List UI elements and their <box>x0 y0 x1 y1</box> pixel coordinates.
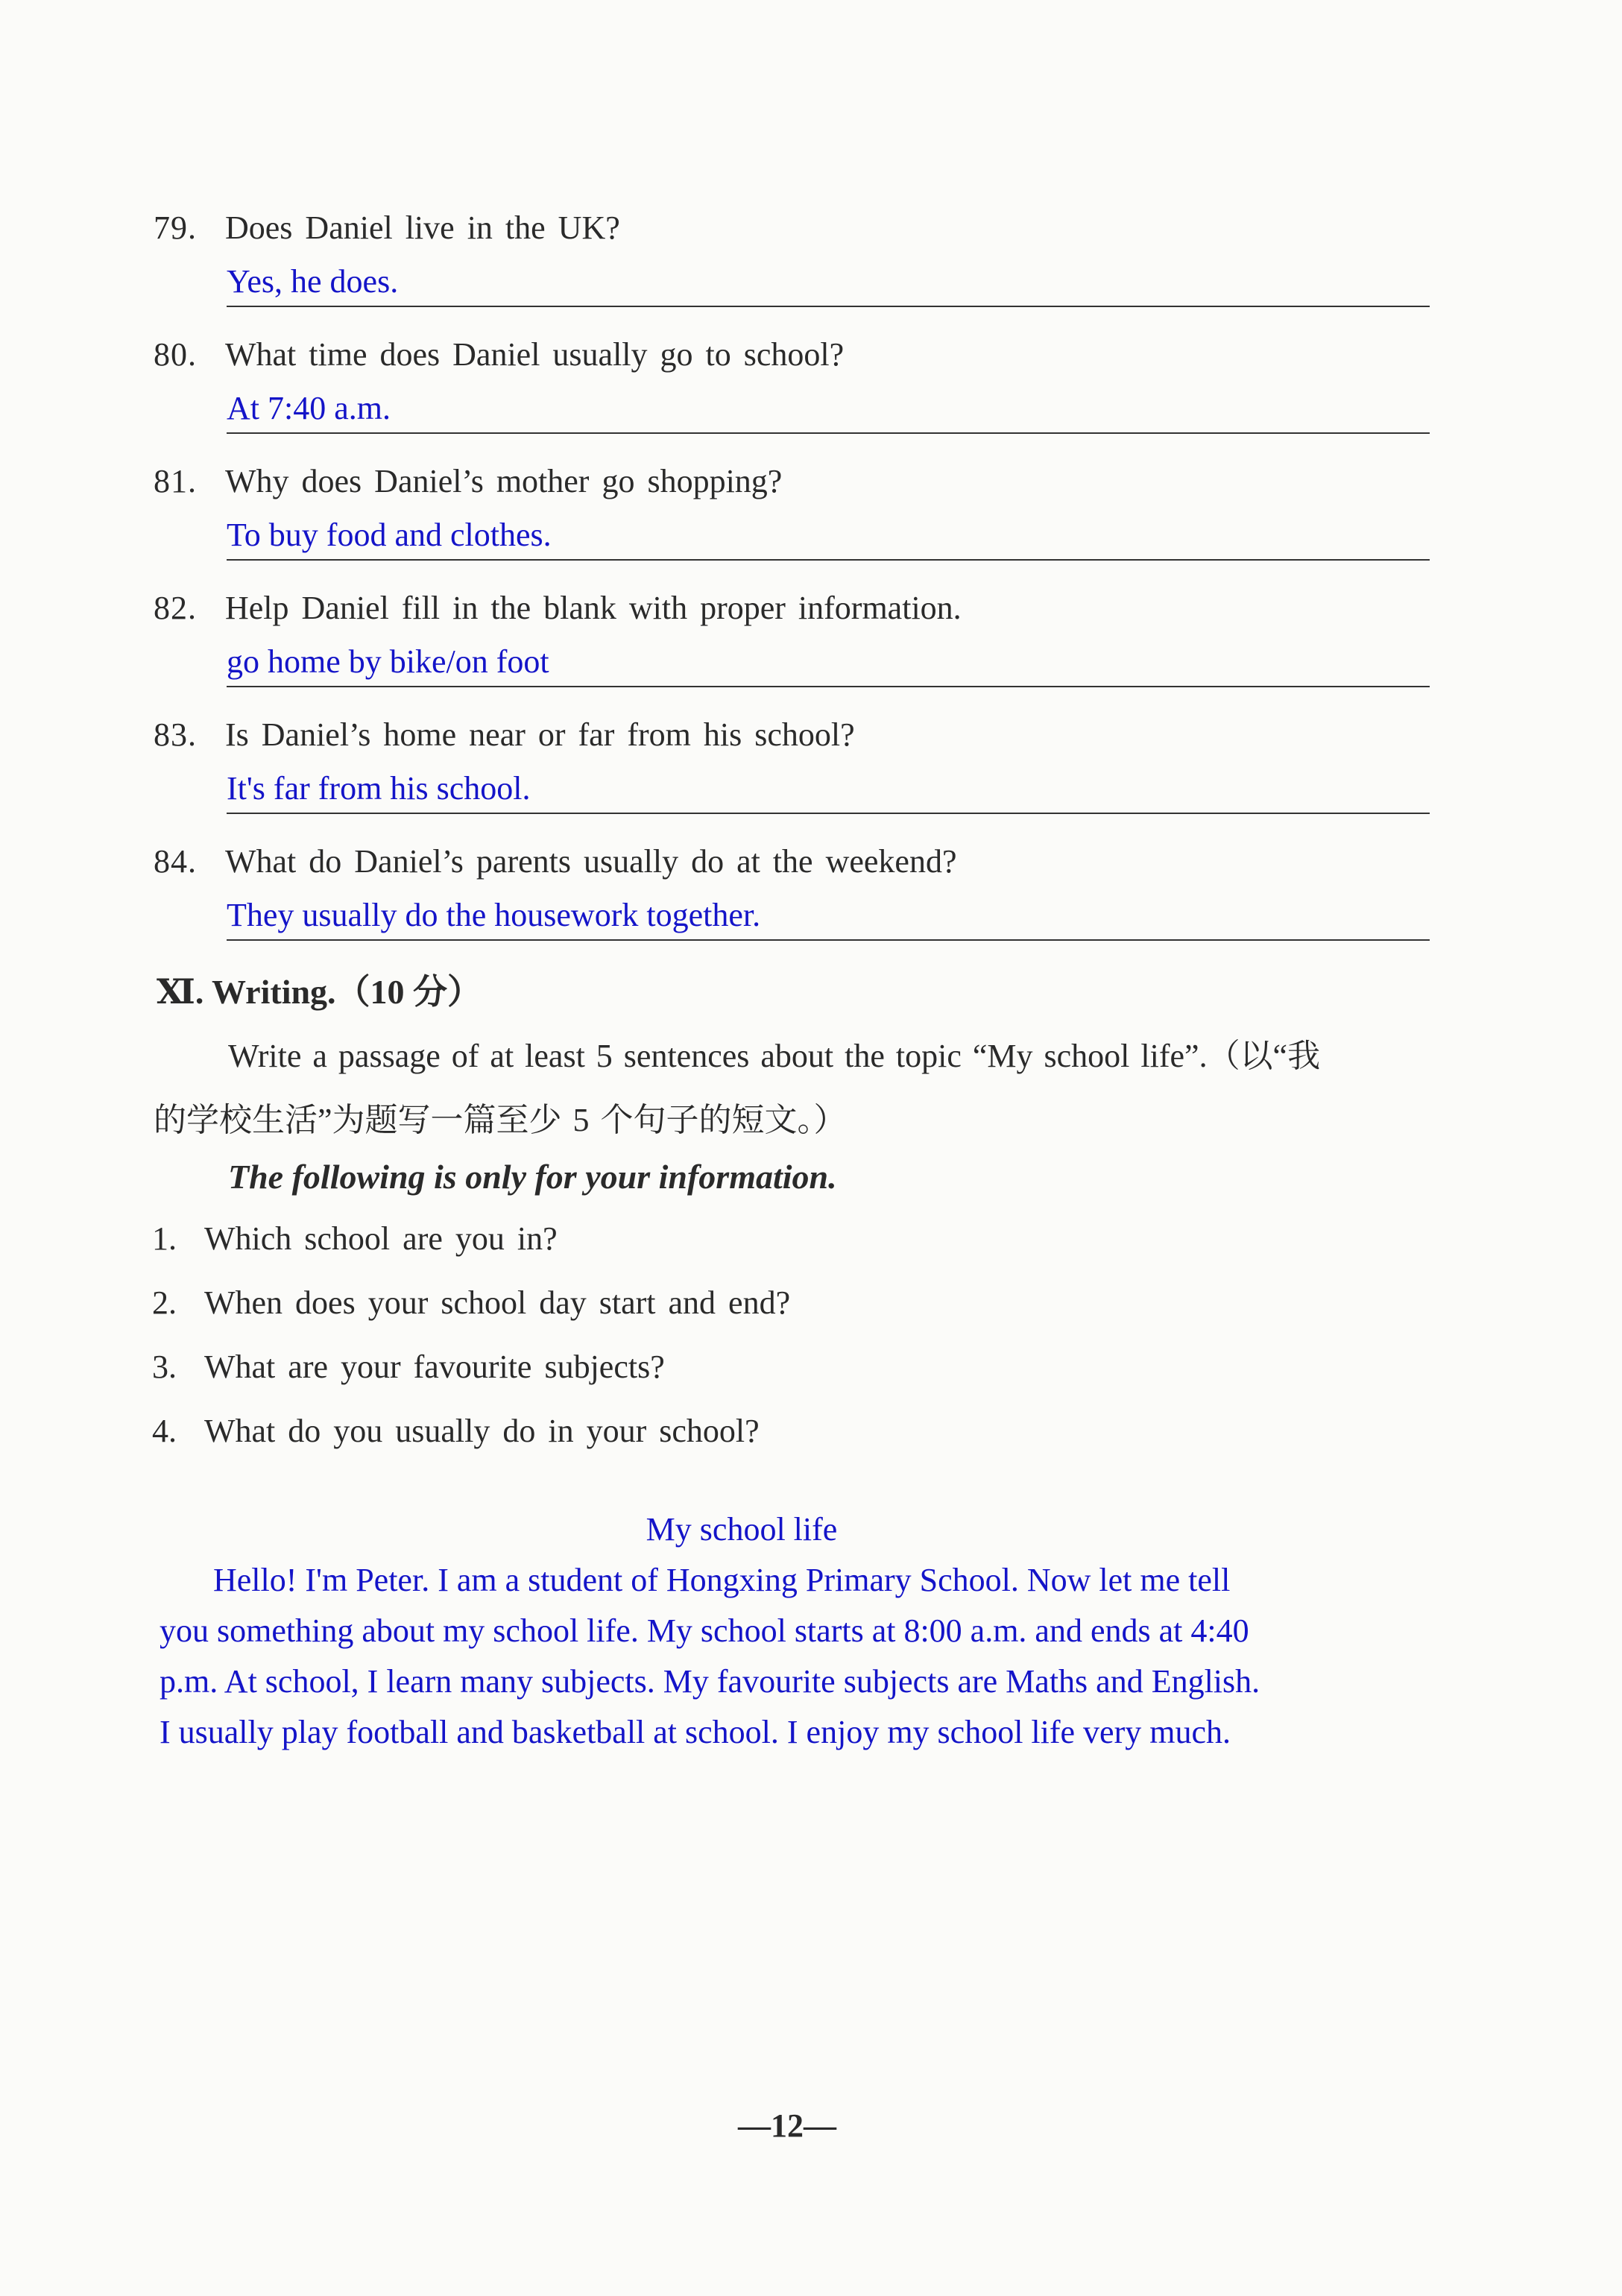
prompt-number: 4. <box>152 1413 177 1449</box>
prompt-item <box>152 1348 665 1386</box>
answer-line <box>227 939 1430 941</box>
answer-text: At 7:40 a.m. <box>227 390 391 426</box>
answer-text: Yes, he does. <box>227 263 399 300</box>
instruction-line-1: Write a passage of at least 5 sentences about the topic “My school life”.（以“我 <box>228 1038 1321 1074</box>
question-number: 84. <box>154 843 197 880</box>
section-title: Ⅺ. Writing.（10 分） <box>157 973 482 1011</box>
prompt-item <box>152 1220 558 1258</box>
page-number: —12— <box>738 2107 836 2144</box>
question-text: Help Daniel fill in the blank with proper information. <box>225 590 962 626</box>
prompt-text: What are your favourite subjects? <box>204 1349 665 1385</box>
essay-line: Hello! I'm Peter. I am a student of Hongxing Primary School. Now let me tell <box>213 1562 1231 1598</box>
answer-line <box>227 686 1430 687</box>
prompt-text: What do you usually do in your school? <box>204 1413 760 1449</box>
question-number: 82. <box>154 590 197 626</box>
answer-line <box>227 432 1430 434</box>
answer-line <box>227 306 1430 307</box>
answer-text: go home by bike/on foot <box>227 643 549 680</box>
question-number: 83. <box>154 716 197 753</box>
answer-line <box>227 813 1430 814</box>
prompt-item <box>152 1284 790 1322</box>
prompt-item <box>152 1412 760 1450</box>
question-text: What time does Daniel usually go to school? <box>225 336 845 373</box>
essay-line: I usually play football and basketball at school. I enjoy my school life very much. <box>160 1714 1231 1750</box>
question-number: 81. <box>154 463 197 499</box>
info-hint: The following is only for your information. <box>228 1158 837 1196</box>
essay-line: p.m. At school, I learn many subjects. My favourite subjects are Maths and English. <box>160 1663 1260 1700</box>
question-text: Why does Daniel’s mother go shopping? <box>225 463 783 499</box>
prompt-number: 3. <box>152 1349 177 1385</box>
prompt-text: When does your school day start and end? <box>204 1284 791 1321</box>
answer-line <box>227 559 1430 561</box>
prompt-text: Which school are you in? <box>204 1220 558 1257</box>
answer-text: They usually do the housework together. <box>227 897 761 933</box>
essay-title: My school life <box>646 1511 838 1548</box>
answer-text: It's far from his school. <box>227 770 531 807</box>
question-text: Does Daniel live in the UK? <box>225 209 620 246</box>
essay-line: you something about my school life. My school starts at 8:00 a.m. and ends at 4:40 <box>160 1612 1249 1649</box>
question-number: 80. <box>154 336 197 373</box>
question-number: 79. <box>154 209 197 246</box>
answer-text: To buy food and clothes. <box>227 517 552 553</box>
instruction-line-2: 的学校生活”为题写一篇至少 5 个句子的短文。） <box>154 1102 847 1138</box>
prompt-number: 1. <box>152 1220 177 1257</box>
prompt-number: 2. <box>152 1284 177 1321</box>
question-text: What do Daniel’s parents usually do at the weekend? <box>225 843 957 880</box>
question-text: Is Daniel’s home near or far from his school? <box>225 716 855 753</box>
